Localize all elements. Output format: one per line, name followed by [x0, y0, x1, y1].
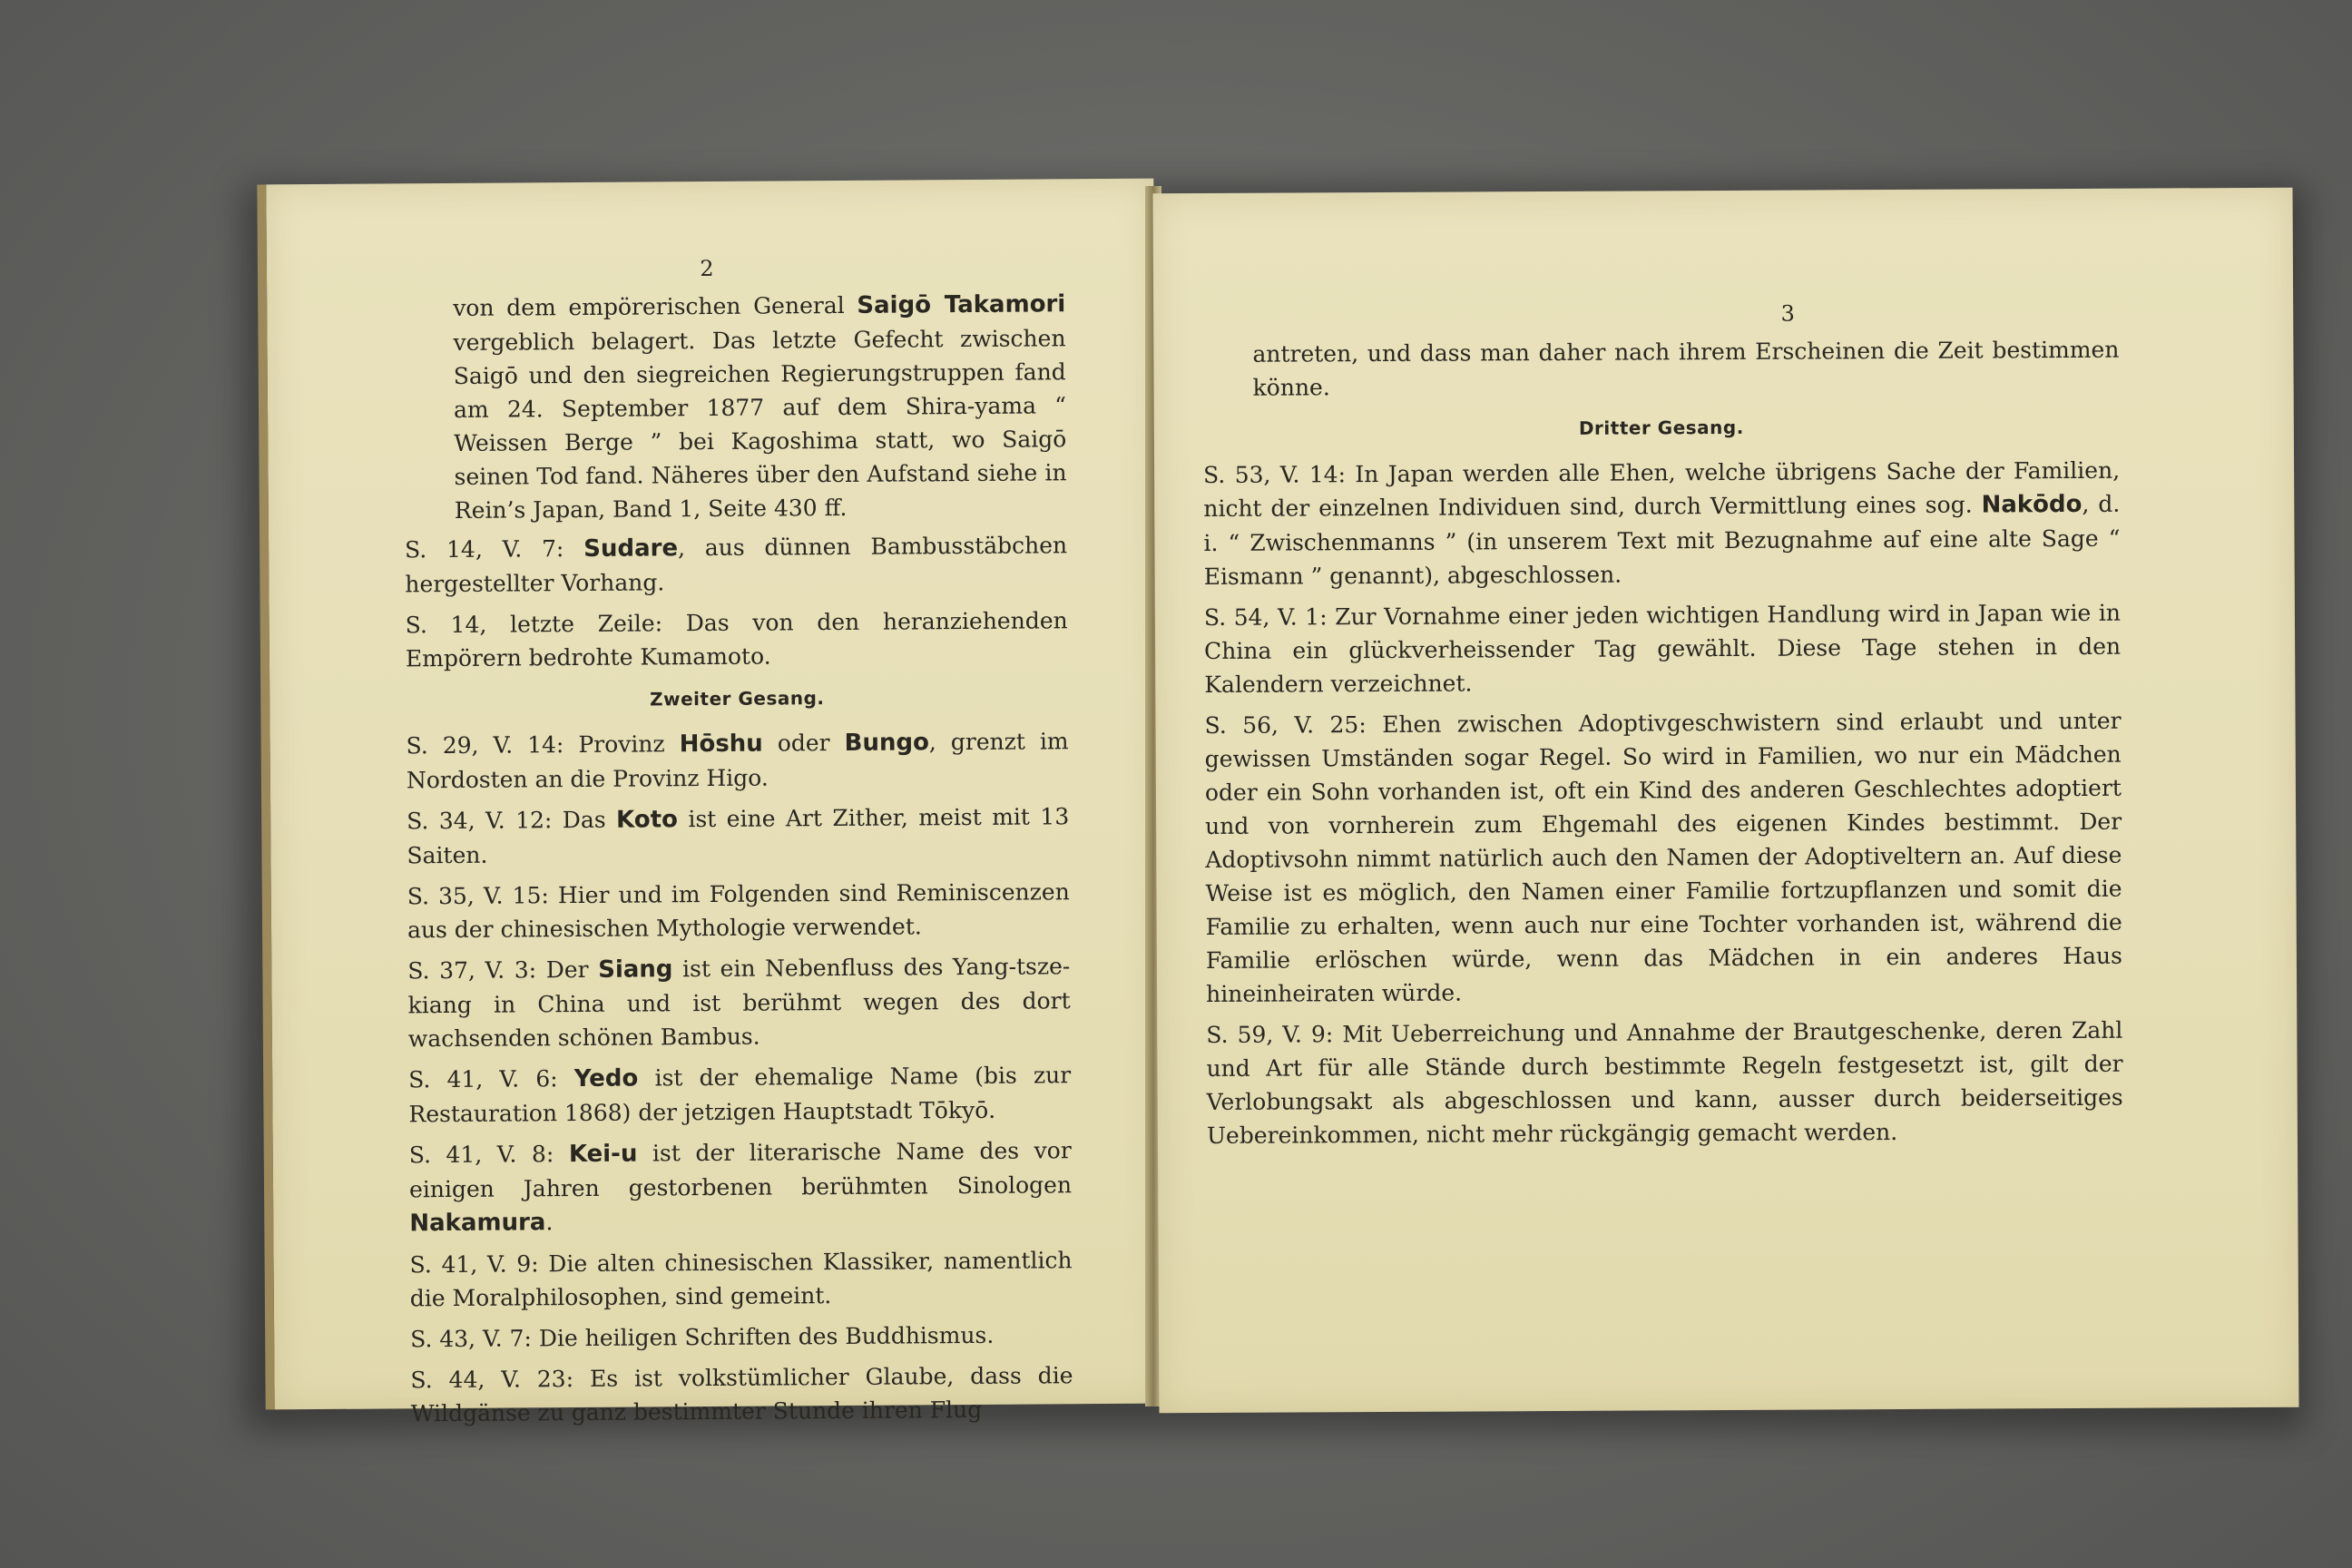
note-text: Hier und im Folgenden sind Reminiscenzen aus der chinesischen Mythologie verwendet.: [407, 878, 1070, 944]
note-entry: [409, 1243, 1072, 1315]
note-text: ist ein Nebenfluss des Yang-tsze-kiang in China und ist berühmt wegen des dort wachsenden schönen Bambus.: [407, 953, 1071, 1053]
note-text: Die alten chinesischen Klassiker, namentlich die Moralphilosophen, sind gemeint.: [409, 1247, 1073, 1312]
note-term: Hōshu: [679, 730, 763, 759]
continuation-text-1: von dem empörerischen General: [453, 291, 858, 321]
note-text: Die heiligen Schriften des Buddhismus.: [538, 1321, 995, 1352]
note-text: Zur Vornahme einer jeden wichtigen Handlung wird in Japan wie in China ein glückverheissender Tag gewählt. Diese Tage stehen in den Kalendern verzeichnet.: [1204, 599, 2122, 699]
left-continuation: [403, 287, 1067, 527]
note-text: Das von den heranziehenden Empörern bedrohte Kumamoto.: [405, 607, 1068, 672]
left-page-number: 2: [700, 255, 714, 282]
note-entry: [407, 799, 1070, 872]
note-term: Nakamura: [409, 1209, 546, 1238]
note-ref: S. 35, V. 15:: [407, 882, 549, 910]
note-text: .: [545, 1209, 554, 1236]
note-term: Nakōdo: [1981, 490, 2082, 519]
right-page-number: 3: [1780, 300, 1795, 327]
continuation-text-2: vergeblich belagert. Das letzte Gefecht zwischen Saigō und den siegreichen Regierungstruppen fand am 24. September 1877 auf dem Shira-yama “ Weissen Berge ” bei Kagoshima statt, wo Saigō seinen Tod fand. Näheres über den Aufstand siehe in Rein’s Japan, Band 1, Seite 430 ff.: [453, 325, 1067, 524]
note-entry: [410, 1358, 1073, 1430]
note-ref: S. 14, V. 7:: [405, 535, 564, 564]
note-ref: S. 53, V. 14:: [1203, 461, 1347, 489]
note-term: Siang: [598, 956, 673, 984]
section-heading: Dritter Gesang.: [1578, 416, 1744, 439]
note-entry: [407, 949, 1071, 1055]
note-entry: [408, 1058, 1072, 1131]
note-ref: S. 34, V. 12:: [407, 807, 553, 835]
note-text: Der: [545, 956, 599, 984]
left-page: [257, 179, 1161, 1427]
note-entry: [406, 724, 1069, 797]
note-entry: [409, 1133, 1073, 1240]
note-ref: S. 44, V. 23:: [410, 1366, 574, 1394]
note-ref: S. 56, V. 25:: [1204, 711, 1367, 740]
note-ref: S. 29, V. 14:: [406, 731, 564, 760]
note-term: Bungo: [844, 729, 929, 757]
note-entry: [1204, 704, 2122, 1011]
note-ref: S. 59, V. 9:: [1206, 1021, 1334, 1049]
note-text: , grenzt im Nordosten an die Provinz Higo.: [406, 728, 1069, 794]
note-text: Es ist volkstümlicher Glaube, dass die Wildgänse zu ganz bestimmter Stunde ihren Flug: [410, 1362, 1073, 1427]
note-entry: [1203, 454, 2121, 593]
note-entry: [405, 528, 1068, 601]
note-text: ist der ehemalige Name (bis zur Restauration 1868) der jetzigen Hauptstadt Tōkyō.: [408, 1062, 1072, 1128]
note-text: , aus dünnen Bambusstäbchen hergestellter Vorhang.: [405, 532, 1068, 598]
note-ref: S. 43, V. 7:: [410, 1325, 533, 1353]
note-entry: [410, 1318, 1073, 1356]
note-text: oder: [762, 729, 845, 757]
note-ref: S. 54, V. 1:: [1203, 603, 1328, 632]
note-text: In Japan werden alle Ehen, welche übrigens Sache der Familien, nicht der einzelnen Individuen sind, durch Vermittlung eines sog.: [1203, 456, 2121, 523]
note-term: Kei-u: [568, 1140, 638, 1169]
note-text: Mit Ueberreichung und Annahme der Brautgeschenke, deren Zahl und Art für alle Stände durch bestimmte Regeln festgesetzt ist, gilt der Verlobungsakt als abgeschlossen und kann, ausser durch beiderseitiges Uebereinkommen, nicht mehr rückgängig gemacht werden.: [1206, 1016, 2123, 1150]
note-term: Koto: [616, 806, 679, 834]
note-text: Provinz: [578, 730, 680, 759]
right-page-content: [1202, 296, 2123, 1160]
note-entry: [406, 603, 1068, 675]
note-text: , d. i. “ Zwischenmanns ” (in unserem Text mit Bezugnahme auf eine alte Sage “ Eismann ” genannt), abgeschlossen.: [1203, 490, 2121, 591]
note-text: ist eine Art Zither, meist mit 13 Saiten.: [407, 803, 1070, 869]
note-entry: [407, 875, 1070, 946]
right-page: [1152, 188, 2298, 1414]
section-heading: Zweiter Gesang.: [649, 687, 825, 710]
note-entry: [1204, 596, 2122, 701]
right-continuation: antreten, und dass man daher nach ihrem Erscheinen die Zeit bestimmen könne.: [1252, 336, 2120, 401]
note-text: Das: [562, 806, 617, 834]
note-ref: S. 37, V. 3:: [407, 956, 537, 985]
note-text: Ehen zwischen Adoptivgeschwistern sind erlaubt und unter gewissen Umständen sogar Regel. So wird in Familien, wo nur ein Mädchen oder ein Sohn vorhanden ist, oft ein Kind des anderen Geschlechtes adoptiert und von vornherein zum Ehgemahl des eigenen Kindes bestimmt. Der Adoptivsohn nimmt natürlich auch den Namen der Adoptiveltern an. Auf diese Weise ist es möglich, den Namen einer Familie fortzupflanzen und somit die Familie zu erhalten, wenn auch nur eine Tochter vorhanden ist, während die Familie erlöschen würde, wenn das Mädchen in ein anderes Haus hineinheiraten würde.: [1204, 707, 2122, 1008]
note-ref: S. 41, V. 6:: [408, 1065, 558, 1093]
note-entry: [1206, 1014, 2123, 1152]
note-term: Yedo: [573, 1064, 639, 1093]
left-page-content: [403, 250, 1073, 1437]
note-text: ist der literarische Name des vor einigen Jahren gestorbenen berühmten Sinologen: [408, 1137, 1073, 1203]
note-ref: S. 14, letzte Zeile:: [405, 610, 663, 639]
continuation-bold-name: Saigō Takamori: [857, 290, 1066, 319]
note-term: Sudare: [583, 534, 679, 563]
note-ref: S. 41, V. 9:: [409, 1250, 539, 1279]
note-ref: S. 41, V. 8:: [408, 1141, 554, 1169]
